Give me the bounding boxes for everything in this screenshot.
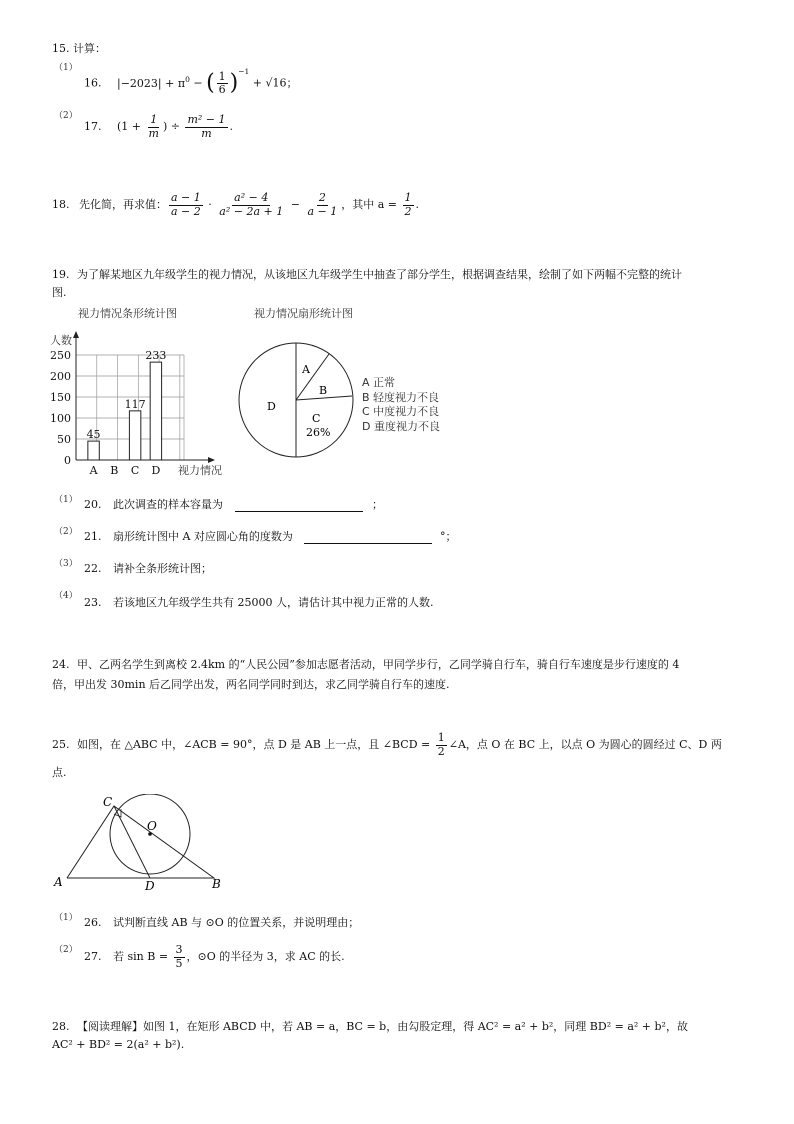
question-number: 24. — [52, 658, 70, 671]
question-text: AC² + BD² = 2(a² + b²). — [52, 1038, 185, 1051]
question-number: 18. — [52, 198, 70, 211]
frac-den: m — [201, 126, 212, 140]
fraction — [147, 114, 161, 140]
paren-open: ( — [206, 70, 215, 96]
question-text: ，其中 a = — [341, 198, 401, 211]
frac-num: a² − 4 — [234, 190, 269, 204]
question-number: 21. — [84, 530, 102, 543]
expr-tail: ； — [286, 76, 298, 90]
expr-part: · — [204, 198, 216, 211]
expr-tail: . — [229, 120, 234, 133]
question-text: 计算： — [73, 42, 106, 55]
question-text: 扇形统计图中 A 对应圆心角的度数为 — [113, 530, 293, 543]
y-tick-label: 0 — [64, 454, 71, 467]
bar-value-label: 233 — [145, 349, 167, 363]
expr-part: |−2023| + π — [117, 76, 186, 90]
fraction — [217, 71, 228, 97]
bar-chart — [40, 328, 250, 480]
sub-label: （2） — [54, 945, 78, 955]
question-text: 请补全条形统计图； — [113, 562, 212, 575]
q22 — [84, 560, 212, 576]
figure-25 — [50, 794, 230, 896]
answer-blank[interactable] — [235, 511, 363, 512]
sub-label: （3） — [54, 559, 78, 569]
bar-xlabel: 视力情况 — [178, 464, 222, 477]
bar-a — [88, 441, 99, 460]
question-text: 甲、乙两名学生到离校 2.4km 的“人民公园”参加志愿者活动，甲同学步行，乙同学骑自行车，骑自行车速度是步行速度的 4 — [77, 658, 680, 671]
pie-slice-c-value: 26% — [306, 426, 331, 439]
question-text: 点. — [52, 766, 67, 779]
pie-legend — [362, 376, 440, 434]
answer-blank[interactable] — [304, 543, 432, 544]
legend-item: C 中度视力不良 — [362, 405, 440, 418]
frac-den: 2 — [437, 744, 445, 758]
pie-chart-title: 视力情况扇形统计图 — [254, 307, 353, 320]
segment-cd — [114, 806, 150, 878]
bar-ticks — [50, 349, 71, 467]
label-d: D — [145, 879, 155, 893]
paren-close: ) — [229, 70, 239, 96]
question-text: ； — [372, 498, 383, 511]
sub-label: （2） — [54, 111, 78, 121]
label-c: C — [103, 795, 113, 809]
x-category-label: D — [151, 464, 161, 477]
y-tick-label: 150 — [50, 391, 71, 404]
bar-chart-title: 视力情况条形统计图 — [78, 307, 177, 320]
question-number: 20. — [84, 498, 102, 511]
fraction — [436, 732, 447, 758]
question-number: 27. — [84, 950, 102, 963]
bar-bars — [88, 362, 162, 460]
sub-label: （1） — [54, 913, 78, 923]
question-text: 试判断直线 AB 与 ⊙O 的位置关系，并说明理由； — [113, 916, 360, 929]
legend-item: D 重度视力不良 — [362, 419, 440, 433]
fraction — [185, 114, 227, 140]
frac-den: 6 — [218, 83, 226, 97]
frac-num: 1 — [404, 190, 412, 204]
x-category-label: B — [110, 464, 119, 477]
question-number: 15. — [52, 42, 70, 55]
fraction — [174, 944, 185, 970]
q18 — [52, 190, 419, 220]
q16-expression — [84, 64, 298, 100]
bar-categories — [89, 464, 161, 477]
question-text: °； — [439, 530, 457, 543]
bar-value-label: 45 — [86, 428, 101, 442]
q17-expression — [84, 112, 233, 142]
q21 — [84, 528, 456, 544]
triangle-abc — [67, 806, 214, 878]
fraction — [305, 192, 339, 218]
expr-sup: −1 — [238, 67, 250, 76]
x-category-label: C — [130, 464, 140, 477]
legend-item: B 轻度视力不良 — [362, 390, 440, 404]
frac-den: 2 — [404, 204, 412, 218]
frac-num: 1 — [437, 730, 445, 744]
question-text: 此次调查的样本容量为 — [113, 498, 223, 511]
fraction — [217, 192, 285, 218]
frac-den: 5 — [175, 956, 183, 970]
question-text: 若 sin B = — [113, 950, 172, 963]
bar-ylabel: 人数 — [50, 334, 72, 347]
question-number: 16. — [84, 76, 102, 90]
expr-part: ) ÷ — [162, 120, 184, 133]
expr-part: + √16 — [249, 76, 287, 90]
question-text: 图. — [52, 286, 67, 299]
bar-value-label: 117 — [124, 397, 146, 411]
question-text: 先化简，再求值： — [79, 198, 167, 211]
frac-den: m — [148, 126, 159, 140]
question-number: 17. — [84, 120, 102, 133]
pie-slice-d-label: D — [267, 400, 276, 413]
q24-line1 — [52, 656, 679, 672]
frac-num: 1 — [150, 112, 158, 126]
expr-part: − — [189, 76, 207, 90]
q19-line1 — [52, 266, 682, 282]
question-number: 23. — [84, 596, 102, 609]
fraction — [169, 192, 203, 218]
frac-num: m² − 1 — [187, 112, 226, 126]
question-number: 26. — [84, 916, 102, 929]
question-text: 倍，甲出发 30min 后乙同学出发，两名同学同时到达，求乙同学骑自行车的速度. — [52, 678, 450, 691]
frac-num: 3 — [175, 942, 183, 956]
x-category-label: A — [89, 464, 98, 477]
q26 — [84, 914, 359, 930]
pie-slice-a-label: A — [302, 363, 310, 376]
sub-label: （2） — [54, 527, 78, 537]
question-text: 如图，在 △ABC 中，∠ACB = 90°，点 D 是 AB 上一点，且 ∠BCD = — [77, 738, 434, 751]
pie-chart — [236, 340, 356, 460]
question-text: ∠A，点 O 在 BC 上，以点 O 为圆心的圆经过 C、D 两 — [448, 738, 722, 751]
question-number: 19. — [52, 268, 70, 281]
y-axis-arrow — [73, 331, 79, 338]
frac-den: a − 1 — [307, 204, 338, 218]
frac-den: a² − 2a + 1 — [219, 204, 284, 218]
expr-tail: . — [415, 198, 419, 211]
q23 — [84, 594, 433, 610]
expr-part: (1 + — [117, 120, 145, 133]
legend-item: A 正常 — [362, 376, 396, 389]
bar-d — [150, 362, 161, 460]
bar-c — [129, 411, 140, 460]
pie-slice-b-label: B — [319, 384, 328, 397]
q15-title — [52, 40, 106, 56]
question-number: 25. — [52, 738, 70, 751]
frac-den: a − 2 — [171, 204, 201, 218]
q25-line1 — [52, 730, 722, 760]
fraction — [403, 192, 414, 218]
q20 — [84, 496, 383, 512]
sub-label: （1） — [54, 63, 78, 73]
frac-num: 1 — [218, 69, 226, 83]
y-tick-label: 100 — [50, 412, 71, 425]
pie-slice-c-label: C — [312, 412, 321, 425]
question-number: 28. — [52, 1020, 70, 1033]
q27 — [84, 942, 345, 972]
question-number: 22. — [84, 562, 102, 575]
label-a: A — [54, 875, 63, 889]
sub-label: （1） — [54, 495, 78, 505]
y-tick-label: 250 — [50, 349, 71, 362]
question-text: ，⊙O 的半径为 3，求 AC 的长. — [186, 950, 345, 963]
frac-num: a − 1 — [171, 190, 201, 204]
label-b: B — [212, 877, 221, 891]
question-text: 为了解某地区九年级学生的视力情况，从该地区九年级学生中抽查了部分学生，根据调查结果，绘制了如下两幅不完整的统计 — [77, 268, 682, 281]
y-tick-label: 50 — [57, 433, 71, 446]
question-text: 若该地区九年级学生共有 25000 人，请估计其中视力正常的人数. — [113, 596, 434, 609]
label-o: O — [147, 819, 157, 833]
q28-line1 — [52, 1018, 688, 1034]
y-tick-label: 200 — [50, 370, 71, 383]
expr-part: − — [287, 198, 304, 211]
frac-num: 2 — [318, 190, 326, 204]
sub-label: （4） — [54, 591, 78, 601]
expr-sup: 0 — [185, 75, 190, 84]
question-text: 【阅读理解】如图 1，在矩形 ABCD 中，若 AB = a，BC = b，由勾股定理，得 AC² = a² + b²，同理 BD² = a² + b²，故 — [77, 1020, 688, 1033]
